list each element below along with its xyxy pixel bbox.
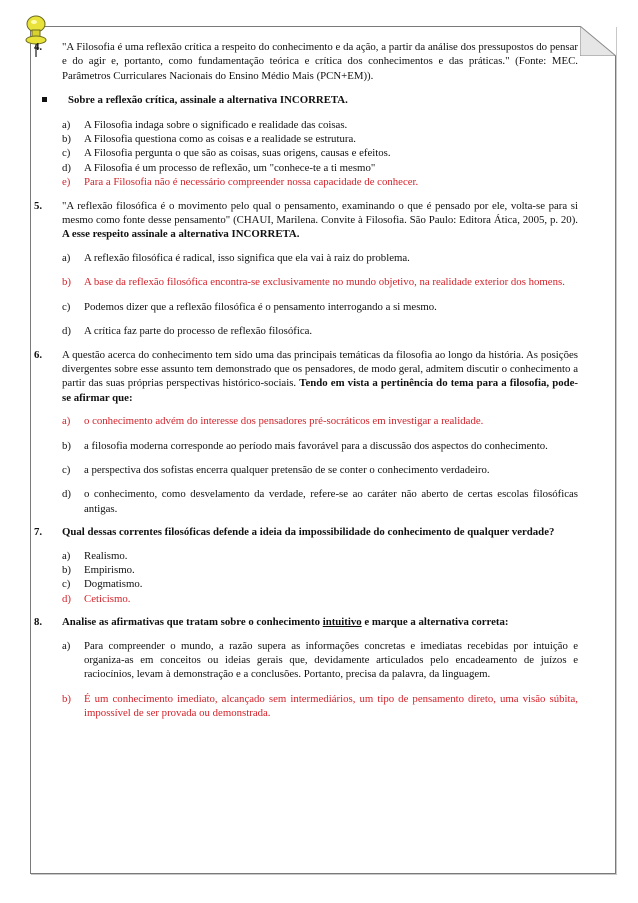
option-e-answer <box>48 175 578 189</box>
option-letter: c) <box>62 463 71 476</box>
option-a <box>48 251 578 265</box>
option-text: A Filosofia é um processo de reflexão, um "conhece-te a ti mesmo" <box>84 161 376 174</box>
question-text: "A Filosofia é uma reflexão crítica a respeito do conhecimento e da ação, a partir da análise dos pressupostos do pensar e do agir e, portanto, como fundamentação teórica e crítica dos conhecimentos e das práticas." (Fonte: MEC. Parâmetros Curriculares Nacionais do Ensino Médio Mais (PCN+EM)). <box>62 41 578 82</box>
option-text: A reflexão filosófica é radical, isso significa que ela vai à raiz do problema. <box>84 251 410 264</box>
option-text: Dogmatismo. <box>84 578 143 591</box>
option-c <box>48 577 578 591</box>
option-d-answer <box>48 592 578 606</box>
question-number: 7. <box>34 526 43 539</box>
question-8 <box>34 615 578 629</box>
option-a-answer <box>48 414 578 428</box>
question-instruction: Tendo em vista a pertinência do tema para a filosofia, pode-se afirmar que: <box>62 377 579 404</box>
option-letter: a) <box>62 415 71 428</box>
option-b <box>48 439 578 453</box>
options-list <box>34 414 578 516</box>
option-letter: b) <box>62 276 71 289</box>
option-letter: a) <box>62 639 71 652</box>
option-text: A Filosofia pergunta o que são as coisas, suas origens, causas e efeitos. <box>84 147 391 160</box>
option-letter: d) <box>62 325 71 338</box>
option-letter: d) <box>62 488 71 501</box>
option-letter: d) <box>62 161 71 174</box>
question-text: "A reflexão filosófica é o movimento pelo qual o pensamento, examinando o que é pensado por ele, volta-se para si mesmo como fonte desse pensamento" (CHAUI, Marilena. Convite à Filosofia. São Paulo: Editora Ática, 2005, p. 20). <box>62 199 578 227</box>
question-keyword: intuitivo <box>322 616 362 629</box>
option-letter: a) <box>62 251 71 264</box>
option-b <box>48 132 578 146</box>
question-number: 5. <box>34 199 43 212</box>
option-text: A base da reflexão filosófica encontra-se exclusivamente no mundo objetivo, na realidade exterior dos homens. <box>84 276 565 289</box>
question-6 <box>34 348 578 406</box>
option-text: Para compreender o mundo, a razão supera as informações concretas e imediatas recebidas por intuição e organiza-as em conceitos ou ideias gerais que, devidamente articulados pelo encadeamento de juízos e raciocínios, levam à demonstração e a conclusões. Portanto, precisa da palavra, da linguagem. <box>84 639 578 681</box>
question-number: 8. <box>34 616 43 629</box>
option-text: A Filosofia indaga sobre o significado e realidade das coisas. <box>84 118 348 131</box>
option-letter: b) <box>62 133 71 146</box>
option-a <box>48 118 578 132</box>
options-list <box>34 251 578 339</box>
option-text: A Filosofia questiona como as coisas e a realidade se estrutura. <box>84 133 356 146</box>
question-text: A questão acerca do conhecimento tem sido uma das principais temáticas da filosofia ao longo da história. As posições divergentes sobre esse assunto tem demonstrado que os pensadores, de modo geral, admitem discutir o conhecimento a partir das suas próprias perspectivas histórico-sociais. <box>62 348 578 390</box>
option-letter: b) <box>62 692 71 705</box>
option-text: É um conhecimento imediato, alcançado sem intermediários, um tipo de pensamento direto, uma visão súbita, impossível de ser provada ou demonstrada. <box>84 692 578 720</box>
page-fold-corner <box>580 26 616 56</box>
option-text: a filosofia moderna corresponde ao período mais favorável para a discussão dos aspectos do conhecimento. <box>84 439 548 452</box>
options-list <box>34 639 578 721</box>
option-b-answer <box>48 275 578 289</box>
option-letter: c) <box>62 147 71 160</box>
option-text: Empirismo. <box>84 563 135 576</box>
question-number: 6. <box>34 348 43 361</box>
option-letter: a) <box>62 118 71 131</box>
option-c <box>48 146 578 160</box>
question-4 <box>34 40 578 83</box>
option-text: A crítica faz parte do processo de reflexão filosófica. <box>84 325 313 338</box>
option-c <box>48 300 578 314</box>
question-5 <box>34 199 578 242</box>
option-a <box>48 639 578 682</box>
question-7 <box>34 525 578 539</box>
option-letter: c) <box>62 300 71 313</box>
question-instruction: A esse respeito assinale a alternativa INCORRETA. <box>62 228 300 241</box>
option-text: Para a Filosofia não é necessário compreender nossa capacidade de conhecer. <box>84 176 419 189</box>
option-letter: c) <box>62 578 71 591</box>
question-text: Qual dessas correntes filosóficas defende a ideia da impossibilidade do conhecimento de qualquer verdade? <box>62 526 555 539</box>
option-letter: a) <box>62 549 71 562</box>
question-number: 4. <box>34 41 43 53</box>
option-d <box>48 487 578 516</box>
option-text: a perspectiva dos sofistas encerra qualquer pretensão de se conter o conhecimento verdadeiro. <box>84 463 490 476</box>
option-b-answer <box>48 692 578 721</box>
option-text: Ceticismo. <box>84 592 131 605</box>
option-text: o conhecimento, como desvelamento da verdade, refere-se ao caráter não aberto de certas escolas filosóficas antigas. <box>84 488 578 515</box>
question-instruction: Sobre a reflexão crítica, assinale a alternativa INCORRETA. <box>40 93 578 107</box>
question-text: Analise as afirmativas que tratam sobre o conhecimento <box>62 616 323 629</box>
option-d <box>48 324 578 338</box>
option-letter: b) <box>62 439 71 452</box>
option-c <box>48 463 578 477</box>
option-a <box>48 549 578 563</box>
option-d <box>48 161 578 175</box>
option-b <box>48 563 578 577</box>
option-letter: e) <box>62 176 71 189</box>
options-list <box>34 549 578 607</box>
option-letter: b) <box>62 563 71 576</box>
question-text-end: e marque a alternativa correta: <box>361 616 509 629</box>
option-text: o conhecimento advém do interesse dos pensadores pré-socráticos em investigar a realidade. <box>84 415 484 428</box>
questions-content <box>34 40 578 721</box>
option-text: Podemos dizer que a reflexão filosófica é o pensamento interrogando a si mesmo. <box>84 300 437 313</box>
option-letter: d) <box>62 592 71 605</box>
options-list <box>34 118 578 190</box>
option-text: Realismo. <box>84 549 128 562</box>
